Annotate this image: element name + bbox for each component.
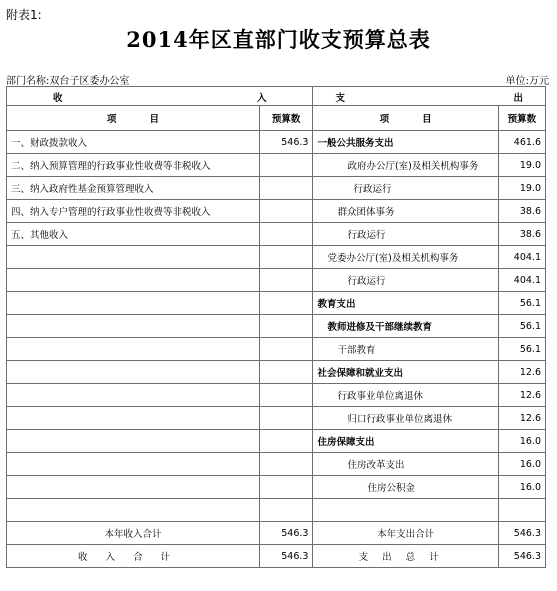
table-row: [7, 292, 546, 315]
income-amount: [259, 476, 313, 499]
table-row: [7, 200, 546, 223]
expense-item: 行政事业单位离退休: [313, 384, 498, 407]
income-budget-column-header: 预算数: [259, 106, 313, 131]
table-row: [7, 246, 546, 269]
expense-item: 社会保障和就业支出: [313, 361, 498, 384]
expense-amount: 16.0: [498, 476, 545, 499]
expense-item: 行政运行: [313, 177, 498, 200]
expense-amount: 16.0: [498, 430, 545, 453]
income-section-header: [7, 87, 313, 106]
income-amount: [259, 407, 313, 430]
expense-item: 干部教育: [313, 338, 498, 361]
table-row: [7, 269, 546, 292]
expense-section-header: [313, 87, 546, 106]
income-item: [7, 338, 260, 361]
expense-amount: 56.1: [498, 292, 545, 315]
income-amount: [259, 338, 313, 361]
expense-item: 教育支出: [313, 292, 498, 315]
table-row: [7, 361, 546, 384]
income-amount: [259, 154, 313, 177]
section-header-row: [7, 87, 546, 106]
income-item: [7, 315, 260, 338]
expense-item: 行政运行: [313, 269, 498, 292]
table-row: [7, 407, 546, 430]
income-amount: 546.3: [259, 131, 313, 154]
expense-amount: 19.0: [498, 154, 545, 177]
year-income-total-label: 本年收入合计: [7, 522, 260, 545]
expense-grand-total: 546.3: [498, 545, 545, 568]
expense-item: 一般公共服务支出: [313, 131, 498, 154]
year-expense-total: 546.3: [498, 522, 545, 545]
income-grand-total-label: 收入合计: [7, 545, 260, 568]
page-title: 2014年区直部门收支预算总表: [126, 27, 431, 52]
income-item: 三、纳入政府性基金预算管理收入: [7, 177, 260, 200]
expense-item: 教师进修及干部继续教育: [313, 315, 498, 338]
income-item: [7, 384, 260, 407]
expense-amount: 19.0: [498, 177, 545, 200]
income-amount: [259, 246, 313, 269]
expense-amount: 404.1: [498, 246, 545, 269]
expense-grand-total-label: 支出总计: [313, 545, 498, 568]
column-header-row: [7, 106, 546, 131]
expense-amount: 38.6: [498, 200, 545, 223]
income-item: 二、纳入预算管理的行政事业性收费等非税收入: [7, 154, 260, 177]
income-item: [7, 269, 260, 292]
expense-amount: 12.6: [498, 384, 545, 407]
expense-item-column-header: 项 目: [313, 106, 498, 131]
income-amount: [259, 223, 313, 246]
expense-amount: 38.6: [498, 223, 545, 246]
income-header-left: 收: [53, 93, 63, 104]
income-item: 一、财政拨款收入: [7, 131, 260, 154]
budget-table: [6, 86, 546, 568]
table-row: [7, 223, 546, 246]
income-item: 五、其他收入: [7, 223, 260, 246]
expense-item: 行政运行: [313, 223, 498, 246]
expense-item: 住房保障支出: [313, 430, 498, 453]
expense-amount: 12.6: [498, 361, 545, 384]
income-amount: [259, 361, 313, 384]
expense-header-right: 出: [513, 93, 523, 104]
year-expense-total-label: 本年支出合计: [313, 522, 498, 545]
income-item: 四、纳入专户管理的行政事业性收费等非税收入: [7, 200, 260, 223]
expense-amount: 461.6: [498, 131, 545, 154]
appendix-label: 附表1:: [6, 8, 42, 22]
year-total-row: [7, 522, 546, 545]
income-amount: [259, 499, 313, 522]
table-row: [7, 154, 546, 177]
income-item: [7, 246, 260, 269]
income-header-right: 入: [257, 93, 267, 104]
table-row: [7, 476, 546, 499]
table-row: [7, 338, 546, 361]
income-item: [7, 361, 260, 384]
income-item: [7, 407, 260, 430]
unit-label: 单位:万元: [505, 76, 549, 87]
expense-amount: 12.6: [498, 407, 545, 430]
expense-amount: 404.1: [498, 269, 545, 292]
expense-item: 住房公积金: [313, 476, 498, 499]
expense-amount: [498, 499, 545, 522]
income-amount: [259, 292, 313, 315]
expense-item: 群众团体事务: [313, 200, 498, 223]
income-amount: [259, 384, 313, 407]
income-item: [7, 453, 260, 476]
expense-item: [313, 499, 498, 522]
expense-item: 住房改革支出: [313, 453, 498, 476]
income-item-column-header: 项 目: [7, 106, 260, 131]
income-grand-total: 546.3: [259, 545, 313, 568]
income-amount: [259, 269, 313, 292]
year-income-total: 546.3: [259, 522, 313, 545]
income-item: [7, 499, 260, 522]
income-amount: [259, 200, 313, 223]
expense-item: 政府办公厅(室)及相关机构事务: [313, 154, 498, 177]
expense-amount: 16.0: [498, 453, 545, 476]
income-amount: [259, 177, 313, 200]
income-item: [7, 476, 260, 499]
income-item: [7, 292, 260, 315]
table-row: [7, 177, 546, 200]
income-amount: [259, 315, 313, 338]
table-row: [7, 430, 546, 453]
expense-item: 归口行政事业单位离退休: [313, 407, 498, 430]
expense-header-left: 支: [335, 93, 345, 104]
table-row: [7, 499, 546, 522]
income-amount: [259, 453, 313, 476]
income-item: [7, 430, 260, 453]
table-row: [7, 131, 546, 154]
expense-budget-column-header: 预算数: [498, 106, 545, 131]
expense-amount: 56.1: [498, 338, 545, 361]
table-row: [7, 384, 546, 407]
expense-item: 党委办公厅(室)及相关机构事务: [313, 246, 498, 269]
table-row: [7, 315, 546, 338]
department-name: 部门名称:双台子区委办公室: [6, 76, 130, 87]
table-row: [7, 453, 546, 476]
expense-amount: 56.1: [498, 315, 545, 338]
grand-total-row: [7, 545, 546, 568]
income-amount: [259, 430, 313, 453]
